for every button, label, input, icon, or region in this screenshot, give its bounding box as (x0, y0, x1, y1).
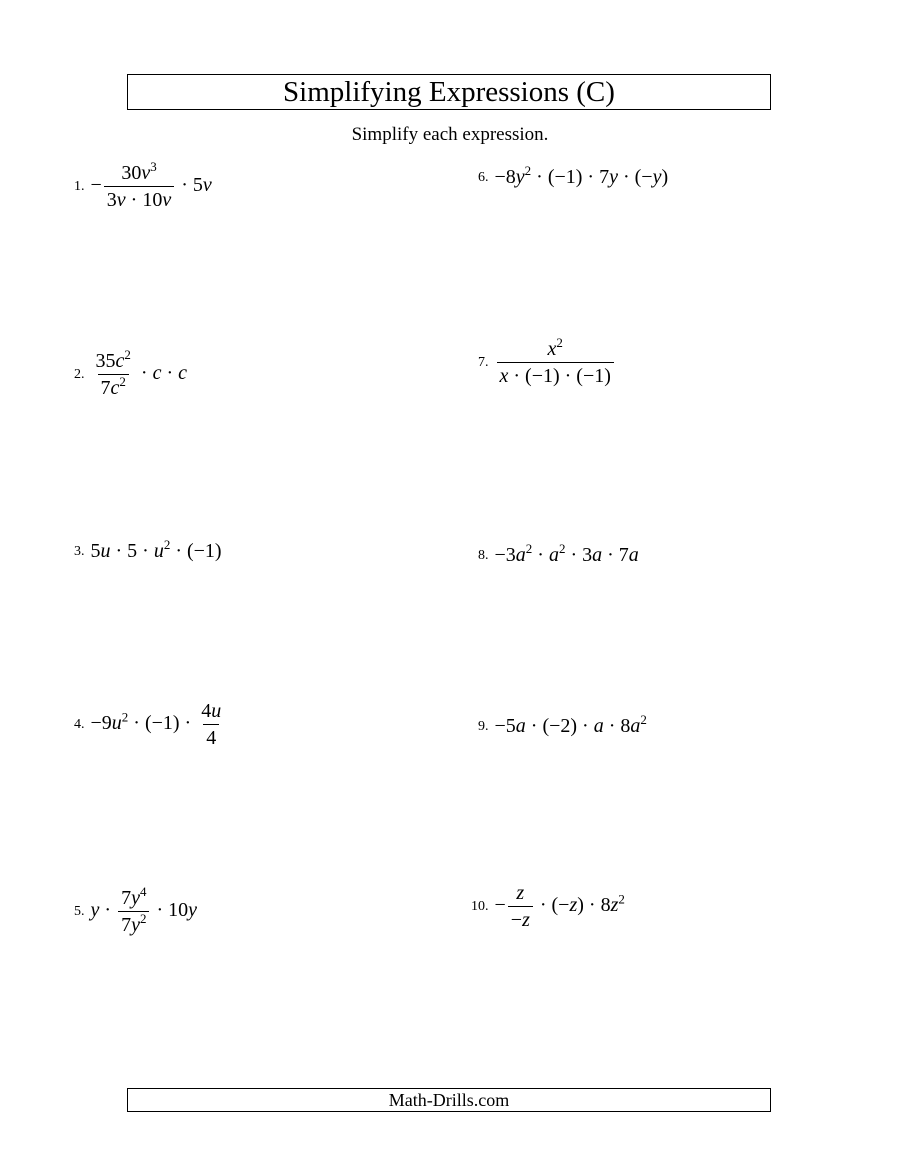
problem-2 (74, 347, 188, 399)
problem-number: 7. (478, 354, 489, 370)
problem-10 (471, 882, 625, 931)
footer: Math-Drills.com (127, 1088, 771, 1112)
math-expression: − $\frac{30v^3}{3v \cdot 10v}$ · 5v (90, 159, 212, 211)
problem-number: 9. (478, 718, 489, 734)
problem-number: 3. (74, 543, 85, 559)
instructions: Simplify each expression. (351, 124, 549, 145)
problem-number: 8. (478, 547, 489, 563)
math-expression: $\frac{x^2}{x \cdot (-1) \cdot (-1)}$ (495, 338, 616, 387)
problem-7 (478, 335, 616, 387)
problem-8 (478, 541, 639, 567)
problem-number: 5. (74, 903, 85, 919)
math-expression: $-8y^2 \cdot (-1) \cdot 7y \cdot (-y)$ (494, 163, 669, 188)
math-expression: y · $\frac{7y^4}{7y^2}$ · 10y (90, 884, 198, 936)
problem-number: 4. (74, 716, 85, 732)
math-expression: $5u \cdot 5 \cdot u^2 \cdot (-1)$ (90, 537, 222, 562)
worksheet-title: Simplifying Expressions (C) (127, 74, 771, 110)
math-expression: − $\frac{z}{-z}$ · $(-z) \cdot 8z^2$ (494, 882, 625, 931)
problem-6 (478, 163, 669, 189)
problem-1 (74, 159, 212, 211)
math-expression: $\frac{35c^2}{7c^2}$ · c · c (95, 347, 188, 399)
problem-3 (74, 537, 222, 563)
problem-number: 2. (74, 366, 85, 382)
math-expression: $-5a \cdot (-2) \cdot a \cdot 8a^2$ (494, 712, 647, 737)
problem-number: 1. (74, 178, 85, 194)
problem-4 (74, 700, 226, 749)
math-expression: $-3a^2 \cdot a^2 \cdot 3a \cdot 7a$ (494, 541, 639, 566)
math-expression: $-9u^2 \cdot (-1)$ · $\frac{4u}{4}$ (90, 700, 222, 749)
problem-number: 10. (471, 898, 489, 914)
problem-9 (478, 712, 647, 738)
problem-number: 6. (478, 169, 489, 185)
problem-5 (74, 884, 198, 936)
